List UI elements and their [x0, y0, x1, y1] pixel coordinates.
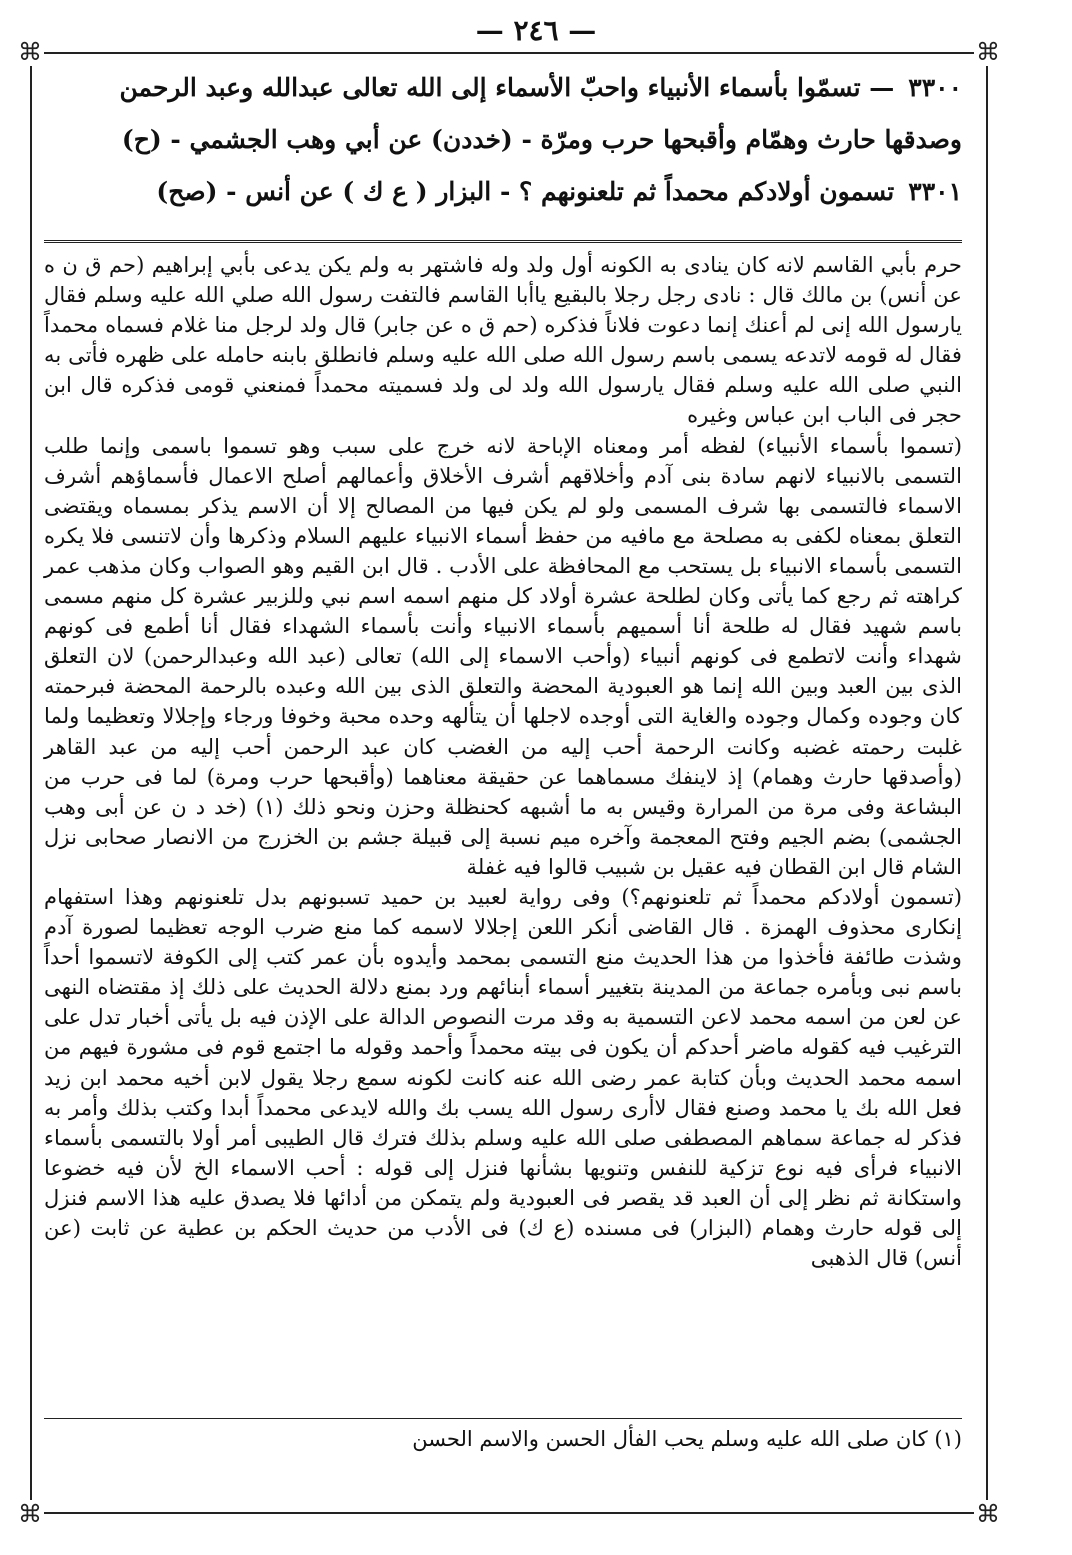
hadith-entry [44, 166, 962, 218]
hadith-text: تسمون أولادكم محمداً ثم تلعنونهم ؟ - البزار ( ع ك ) عن أنس - (صح) [156, 177, 895, 206]
section-divider [44, 240, 962, 243]
commentary-paragraph: (تسموا بأسماء الأنبياء) لفظه أمر ومعناه الإباحة لانه خرج على سبب وهو تسموا باسمى وإنما طلب التسمى بالانبياء لانهم سادة بنى آدم وأخلاقهم أشرف الأخلاق وأعمالهم أصلح الاعمال فأسماؤهم أشرف الاسماء فالتسمى بها شرف المسمى ولو لم يكن فيها من المصالح إلا أن الاسم يذكر بمسماه ويقتضى التعلق بمعناه لكفى به مصلحة مع مافيه من حفظ أسماء الانبياء عليهم السلام وذكرها وأن لاتنسى فلا يكره التسمى بأسماء الانبياء بل يستحب مع المحافظة على الأدب . قال ابن القيم وهو الصواب وكان مذهب عمر كراهته ثم رجع كما يأتى وكان لطلحة عشرة أولاد كل منهم اسمه اسم نبي وللزبير عشرة كل منهم مسمى باسم شهيد فقال له طلحة أنا أسميهم بأسماء الانبياء وأنت بأسماء الشهداء فقال أنا أطمع فى كونهم شهداء وأنت لاتطمع فى كونهم أنبياء (وأحب الاسماء إلى الله) تعالى (عبد الله وعبدالرحمن) لان التعلق الذى بين العبد وبين الله إنما هو العبودية المحضة والتعلق الذى بين الله وعبده بالرحمة المحضة فبرحمته كان وجوده وكمال وجوده والغاية التى أوجده لاجلها أن يتألهه وحده محبة وخوفا ورجاء وإجلالا وتعظيما ولما غلبت رحمته غضبه وكانت الرحمة أحب إليه من الغضب كان عبد الرحمن أحب إليه من عبد القاهر (وأصدقها حارث وهمام) إذ لاينفك مسماهما عن حقيقة معناهما (وأقبحها حرب ومرة) لما فى حرب من البشاعة وفى مرة من المرارة وقيس به ما أشبهه كحنظلة وحزن ونحو ذلك (١) (خد د ن عن أبى وهب الجشمى) بضم الجيم وفتح المعجمة وآخره ميم نسبة إلى قبيلة جشم بن الخزرج من الانصار صحابى نزل الشام قال ابن القطان فيه عقيل بن شبيب قالوا فيه غفلة [44, 432, 962, 879]
commentary-paragraph: حرم بأبي القاسم لانه كان ينادى به الكونه أول ولد وله فاشتهر به ولم يكن يدعى بأبي إبراهيم (حم ق ن ه عن أنس) بن مالك قال : نادى رجل رجلا بالبقيع ياأبا القاسم فالتفت رسول الله صلي الله عليه وسلم فقال يارسول الله إنى لم أعنك إنما دعوت فلاناً فذكره (حم ق ه عن جابر) قال ولد لرجل منا غلام فسماه محمداً فقال له قومه لاتدعه يسمى باسم رسول الله صلى الله عليه وسلم فانطلق بابنه حامله على ظهره فأتى به النبي صلى الله عليه وسلم فقال يارسول الله ولد لى ولد فسميته محمداً فمنعني قومى فذكره قال ابن حجر فى الباب ابن عباس وغيره [44, 252, 962, 428]
commentary-body [44, 250, 962, 1273]
footnote-divider [44, 1418, 962, 1419]
page-number: — ٢٤٦ — [475, 14, 597, 47]
hadith-text-block [44, 62, 962, 218]
hadith-number: ٣٣٠٠ [908, 73, 962, 102]
hadith-entry [44, 62, 962, 166]
corner-ornament-icon: ⌘ [18, 38, 42, 66]
corner-ornament-icon: ⌘ [976, 1500, 1000, 1528]
corner-ornament-icon: ⌘ [18, 1500, 42, 1528]
commentary-paragraph: (تسمون أولادكم محمداً ثم تلعنونهم؟) وفى رواية لعبيد بن حميد تسبونهم بدل تلعنونهم وهذا استفهام إنكارى محذوف الهمزة . قال القاضى أنكر اللعن إجلالا لاسمه كما منع ضرب الوجه تعظيما لصورة آدم وشذت طائفة فأخذوا من هذا الحديث منع التسمى بمحمد وأيدوه بأن عمر كتب إلى الكوفة لاتسموا أحداً باسم نبى وبأمره جماعة من المدينة بتغيير أسماء أبنائهم ورد بمنع دلالة الحديث على ذلك إذ مقتضاه النهى عن لعن من اسمه محمد لاعن التسمية به وقد مرت النصوص الدالة على الإذن فيه بل يأتى أخبار تدل على الترغيب فيه كقوله ماضر أحدكم أن يكون فى بيته محمداً وأحمد وقوله ما اجتمع قوم فى مشورة فيهم من اسمه محمد الحديث وبأن كتابة عمر رضى الله عنه كانت لكونه سمع رجلا يقول لابن أخيه محمد ابن زيد فعل الله بك يا محمد وصنع فقال لاأرى رسول الله يسب بك والله لايدعى محمداً أبدا وكتب بذلك وأمر به فذكر له جماعة سماهم المصطفى صلى الله عليه وسلم بذلك فترك قال الطيبى أمر أولا بالتسمى بأسماء الانبياء فرأى فيه نوع تزكية للنفس وتنويها بشأنها فنزل إلى قوله : أحب الاسماء الخ لأن فيه خضوعا واستكانة ثم نظر إلى أن العبد قد يقصر فى العبودية ولم يتمكن من أدائها فلا يصدق عليه هذا الاسم فنزل إلى قوله حارث وهمام (البزار) فى مسنده (ع ك) فى الأدب من حديث الحكم بن عطية عن ثابت (عن أنس) قال الذهبى [44, 883, 962, 1271]
footnote: (١) كان صلى الله عليه وسلم يحب الفأل الحسن والاسم الحسن [412, 1427, 962, 1451]
corner-ornament-icon: ⌘ [976, 38, 1000, 66]
hadith-number: ٣٣٠١ [908, 177, 962, 206]
hadith-text: — تسمّوا بأسماء الأنبياء واحبّ الأسماء إلى الله تعالى عبدالله وعبد الرحمن وصدقها حارث وهمّام وأقبحها حرب ومرّة - (خددن) عن أبي وهب الجشمي - (ح) [119, 73, 962, 154]
